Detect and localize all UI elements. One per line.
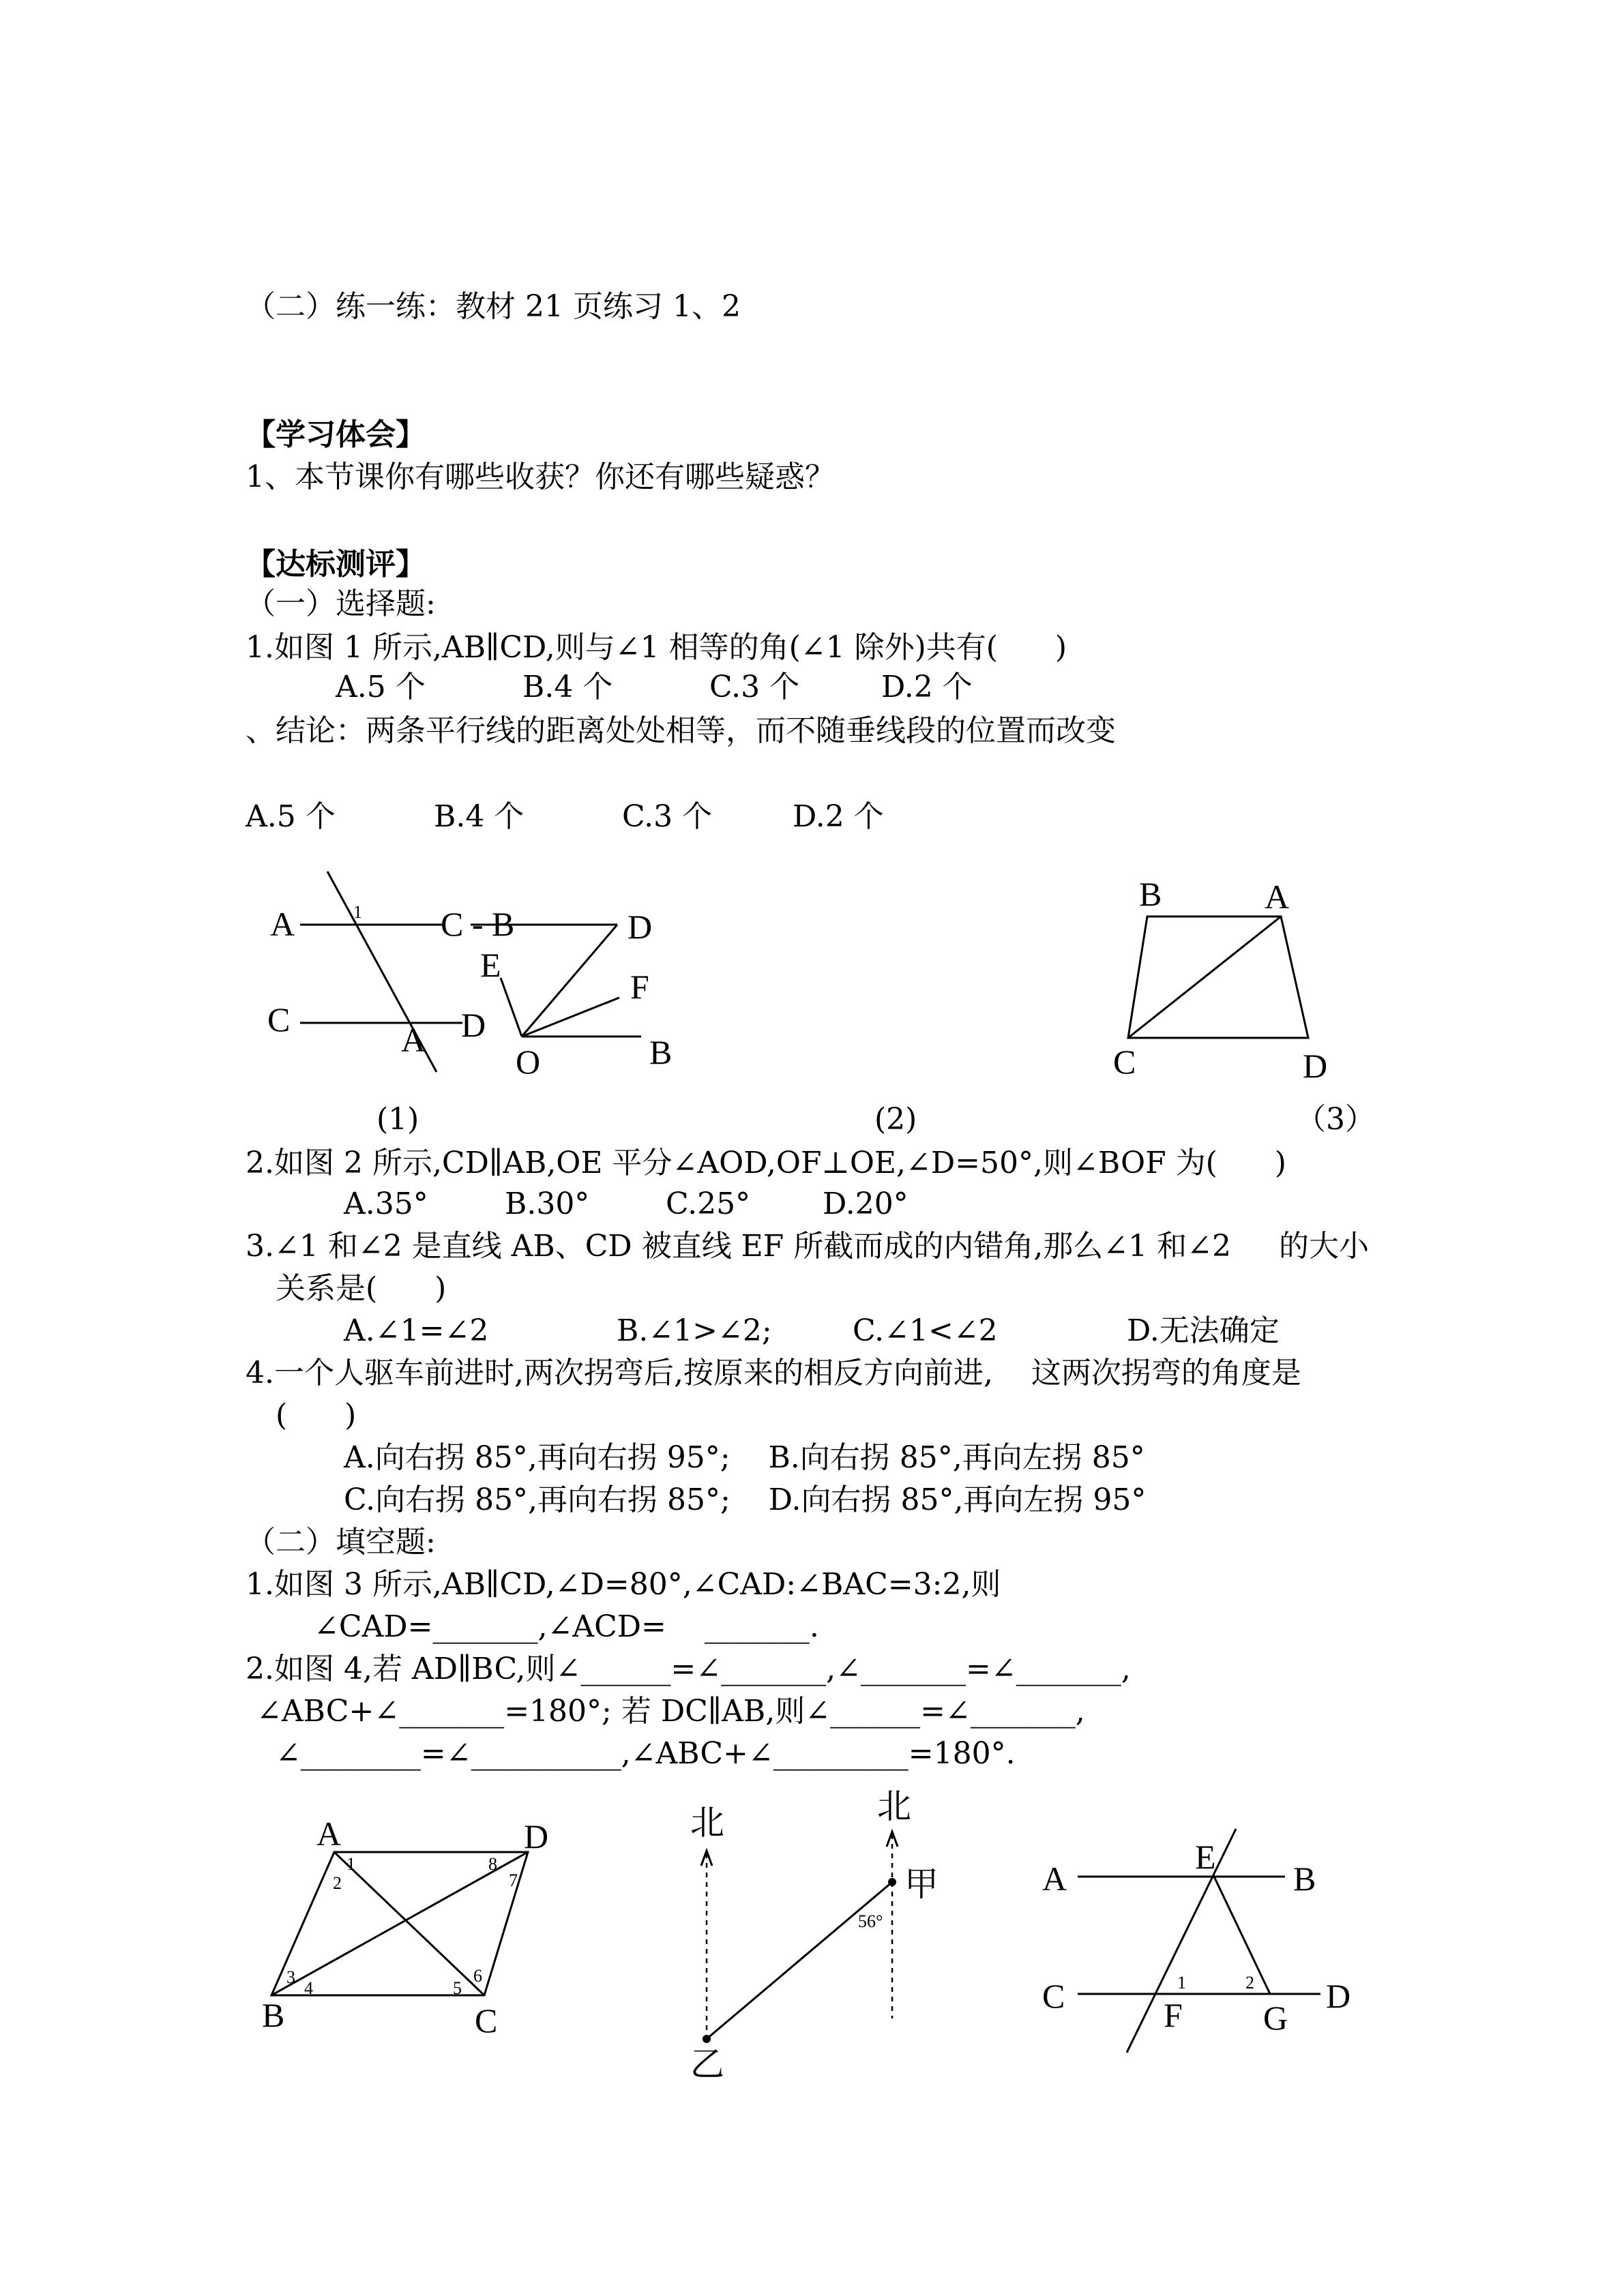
q1-option-a: A.5 个: [336, 670, 426, 704]
fig6-angle-1: 1: [1177, 1973, 1186, 1993]
fig6-label-e: E: [1195, 1838, 1216, 1876]
fig6-segment-eg: [1214, 1877, 1270, 1994]
fig6-angle-2: 2: [1245, 1973, 1254, 1993]
fig5-label-north-2: 北: [877, 1787, 911, 1825]
repeat-option-c: C.3 个: [622, 799, 713, 834]
fig4-angle-3: 3: [286, 1967, 295, 1987]
fig4-angle-1: 1: [346, 1854, 355, 1874]
fig3-label-a: A: [1265, 878, 1290, 916]
fig6-label-g: G: [1263, 1999, 1288, 2037]
fig3-label-d: D: [1303, 1047, 1328, 1085]
repeat-option-a: A.5 个: [246, 799, 336, 834]
q3-text: 3.∠1 和∠2 是直线 AB、CD 被直线 EF 所截而成的内错角,那么∠1 和∠2 的大小: [246, 1229, 1369, 1264]
fig2-label-cb: C - B: [441, 905, 515, 943]
f2-continued-2: ∠________=∠__________,∠ABC+∠_________=180°.: [276, 1736, 1016, 1771]
fig1-label-a: A: [270, 905, 295, 943]
fig2-label-d: D: [628, 908, 653, 946]
fig1-label-a2: A: [401, 1021, 426, 1059]
figure-caption-3: （3）: [1296, 1102, 1375, 1137]
choice-heading: （一）选择题:: [246, 586, 436, 621]
fig4-label-a: A: [316, 1815, 342, 1853]
fig5-angle-56: 56°: [858, 1911, 883, 1931]
f1-continued: ∠CAD=_______,∠ACD= _______.: [314, 1609, 819, 1644]
fig4-angle-7: 7: [509, 1870, 518, 1890]
fig2-label-o: O: [516, 1043, 541, 1081]
fig2-label-e: E: [480, 946, 501, 984]
reflection-question: 1、本节课你有哪些收获？你还有哪些疑惑？: [246, 460, 835, 494]
section-test: 【达标测评】: [246, 547, 426, 582]
q3-option-d: D.无法确定: [1127, 1313, 1280, 1348]
q1-option-b: B.4 个: [522, 670, 613, 704]
fig3-label-c: C: [1113, 1043, 1136, 1081]
q1-option-c: C.3 个: [709, 670, 800, 704]
fig5-label-jia: 甲: [904, 1865, 939, 1903]
fig1-label-1: 1: [353, 902, 362, 922]
fig4-angle-6: 6: [473, 1966, 482, 1986]
f2-text: 2.如图 4,若 AD∥BC,则∠______=∠_______,∠_______=∠_______,: [246, 1652, 1131, 1686]
q1-text: 1.如图 1 所示,AB∥CD,则与∠1 相等的角(∠1 除外)共有( ): [246, 630, 1067, 665]
q2-option-a: A.35°: [344, 1187, 428, 1221]
fig4-label-d: D: [524, 1817, 549, 1855]
fig4-angle-8: 8: [488, 1854, 497, 1874]
fig2-label-f: F: [630, 968, 649, 1006]
fig6-label-b: B: [1293, 1860, 1316, 1898]
fig1-label-d: D: [461, 1006, 486, 1044]
conclusion-line: 、结论：两条平行线的距离处处相等，而不随垂线段的位置而改变: [246, 713, 1116, 748]
practice-line: （二）练一练：教材 21 页练习 1、2: [246, 289, 741, 324]
q3-option-a: A.∠1=∠2: [344, 1313, 489, 1348]
q3-continued: 关系是( ): [276, 1271, 447, 1306]
fig2-label-b: B: [649, 1033, 673, 1071]
q4-options-cd: C.向右拐 85°,再向右拐 85°; D.向右拐 85°,再向左拐 95°: [344, 1482, 1147, 1517]
q4-options-ab: A.向右拐 85°,再向右拐 95°; B.向右拐 85°,再向左拐 85°: [344, 1440, 1145, 1475]
fig6-label-f: F: [1164, 1996, 1183, 2034]
q2-option-d: D.20°: [823, 1187, 909, 1221]
fig6-label-d: D: [1326, 1977, 1351, 2015]
f2-continued-1: ∠ABC+∠_______=180°; 若 DC∥AB,则∠______=∠_______,: [256, 1694, 1085, 1729]
q2-text: 2.如图 2 所示,CD∥AB,OE 平分∠AOD,OF⊥OE,∠D=50°,则∠BOF 为( ): [246, 1146, 1286, 1180]
fig4-label-b: B: [262, 1996, 285, 2034]
q4-answer-paren: ( ): [276, 1398, 357, 1433]
q2-option-b: B.30°: [505, 1187, 590, 1221]
repeat-option-b: B.4 个: [434, 799, 525, 834]
repeat-option-d: D.2 个: [793, 799, 884, 834]
fig6-label-c: C: [1042, 1977, 1065, 2015]
fig3-label-b: B: [1139, 875, 1162, 913]
q1-option-d: D.2 个: [881, 670, 973, 704]
fig4-angle-2: 2: [333, 1873, 342, 1893]
f1-text: 1.如图 3 所示,AB∥CD,∠D=80°,∠CAD:∠BAC=3:2,则: [246, 1567, 1001, 1602]
fig5-label-north-1: 北: [690, 1804, 724, 1842]
fig6-label-a: A: [1042, 1860, 1067, 1898]
fig4-label-c: C: [475, 2001, 498, 2040]
q3-option-b: B.∠1>∠2;: [617, 1313, 772, 1348]
fig1-label-c: C: [267, 1000, 291, 1039]
q4-text: 4.一个人驱车前进时,两次拐弯后,按原来的相反方向前进, 这两次拐弯的角度是: [246, 1356, 1301, 1390]
fig4-angle-5: 5: [453, 1978, 462, 1998]
q2-option-c: C.25°: [666, 1187, 751, 1221]
fig5-label-yi: 乙: [690, 2045, 724, 2083]
figure-caption-2: (2): [874, 1102, 917, 1137]
figure-caption-1: (1): [377, 1102, 419, 1137]
section-reflection: 【学习体会】: [246, 417, 426, 452]
fig4-angle-4: 4: [304, 1978, 313, 1998]
q3-option-c: C.∠1<∠2: [853, 1313, 998, 1348]
fill-heading: （二）填空题:: [246, 1525, 436, 1560]
